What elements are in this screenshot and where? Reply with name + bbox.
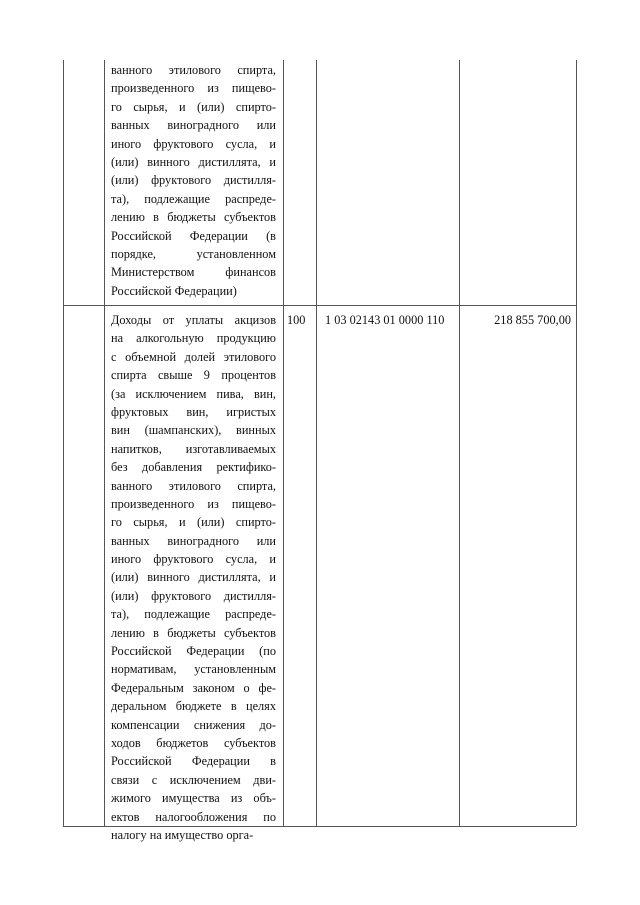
description-line: та), подлежащие распреде-	[111, 191, 276, 206]
description-line: спирта свыше 9 процентов	[111, 368, 276, 383]
description-line: Федеральным законом о фе-	[111, 680, 276, 695]
table-column-divider	[316, 60, 317, 826]
description-line: произведенного из пищево-	[111, 81, 276, 96]
description-line: на алкогольную продукцию	[111, 331, 276, 346]
description-line: произведенного из пищево-	[111, 496, 276, 511]
description-line: (за исключением пива, вин,	[111, 386, 276, 401]
description-line: та), подлежащие распреде-	[111, 607, 276, 622]
description-line: без добавления ректифико-	[111, 460, 276, 475]
admin-code-cell: 100	[287, 313, 306, 327]
description-line: жимого имущества из объ-	[111, 791, 276, 806]
description-line: ванного этилового спирта,	[111, 478, 276, 493]
amount-cell: 218 855 700,00	[494, 313, 571, 327]
description-line: фруктовых вин, игристых	[111, 404, 276, 419]
description-line: ванных виноградного или	[111, 533, 276, 548]
description-line: Доходы от уплаты акцизов	[111, 313, 276, 327]
kbk-code-cell: 1 03 02143 01 0000 110	[325, 313, 445, 327]
main-row-description	[111, 311, 276, 844]
description-line: го сырья, и (или) спирто-	[111, 99, 276, 114]
table-row-divider	[63, 305, 576, 306]
description-line: иного фруктового сусла, и	[111, 552, 276, 567]
description-line: ванных виноградного или	[111, 118, 276, 133]
description-line: (или) фруктового дистилля-	[111, 588, 276, 603]
table-column-divider	[283, 60, 284, 826]
table-column-divider	[459, 60, 460, 826]
table-border-right	[576, 60, 577, 826]
description-line: налогу на имущество орга-	[111, 827, 254, 842]
description-line: ванного этилового спирта,	[111, 63, 276, 77]
description-line: вин (шампанских), винных	[111, 423, 276, 438]
description-line: нормативам, установленным	[111, 662, 276, 677]
description-line: (или) винного дистиллята, и	[111, 154, 276, 169]
description-line: порядке, установленном	[111, 246, 276, 261]
description-line: деральном бюджете в целях	[111, 699, 276, 714]
description-line: Российской Федерации (в	[111, 228, 276, 243]
description-line: связи с исключением дви-	[111, 772, 276, 787]
description-line: Министерством финансов	[111, 265, 276, 280]
description-line: (или) фруктового дистилля-	[111, 173, 276, 188]
description-line: ходов бюджетов субъектов	[111, 735, 276, 750]
description-line: напитков, изготавливаемых	[111, 441, 276, 456]
description-line: (или) винного дистиллята, и	[111, 570, 276, 585]
description-line: с объемной долей этилового	[111, 349, 276, 364]
description-line: Российской Федерации)	[111, 283, 237, 298]
continued-row-description	[111, 61, 276, 300]
description-line: Российской Федерации (по	[111, 644, 276, 659]
description-line: лению в бюджеты субъектов	[111, 210, 276, 225]
description-line: го сырья, и (или) спирто-	[111, 515, 276, 530]
description-line: лению в бюджеты субъектов	[111, 625, 276, 640]
description-line: ектов налогообложения по	[111, 809, 276, 824]
table-column-divider	[104, 60, 105, 826]
description-line: компенсации снижения до-	[111, 717, 276, 732]
description-line: Российской Федерации в	[111, 754, 276, 769]
description-line: иного фруктового сусла, и	[111, 136, 276, 151]
table-border-left	[63, 60, 64, 826]
